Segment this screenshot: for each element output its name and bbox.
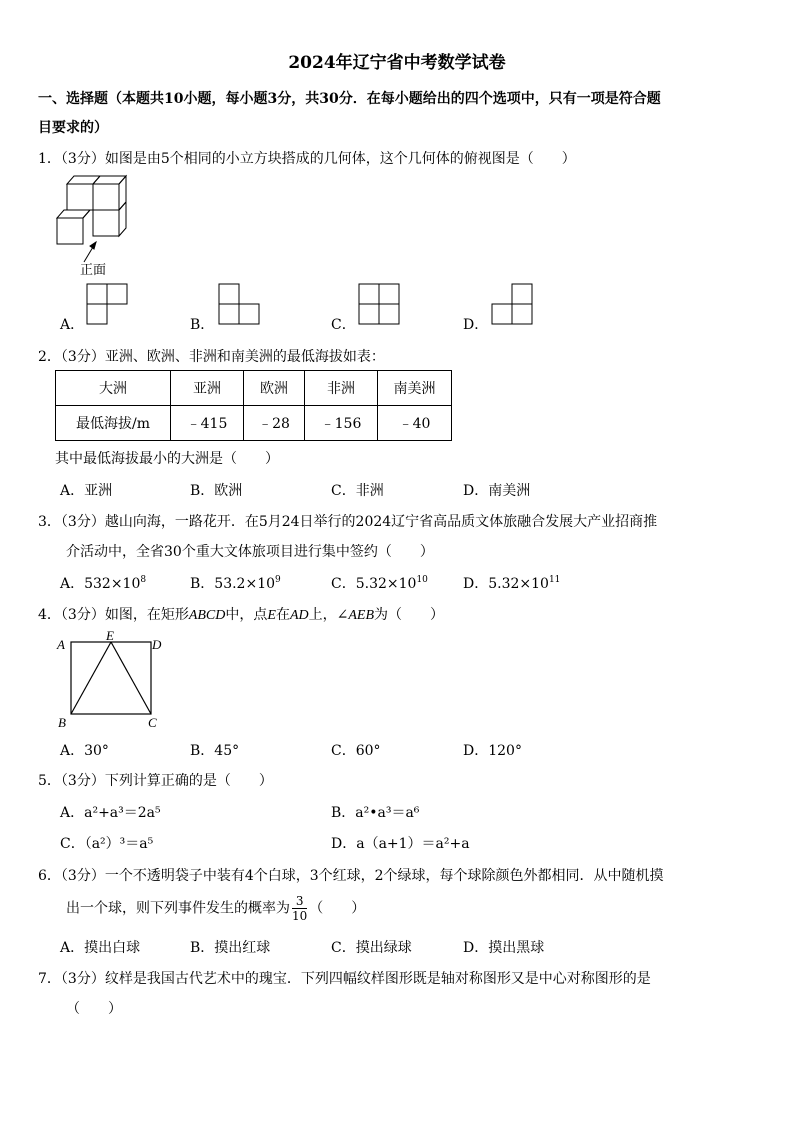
table-cell: ﹣415 [171,406,244,441]
table-header-cell: 非洲 [305,371,378,406]
table-header-row [56,371,452,406]
page-title: 2024年辽宁省中考数学试卷 [288,53,506,73]
table-cell: ﹣156 [305,406,378,441]
table-row [56,406,452,441]
q1-option-b[interactable]: B． [190,317,215,333]
q4-option-a[interactable]: A．30° [60,743,109,759]
q2-option-c[interactable]: C．非洲 [331,483,384,499]
q3-option-d[interactable]: D．$5.32\times 10^{11}$ [463,575,561,592]
q1-option-a-figure [86,283,130,327]
q1-option-c-figure [358,283,402,327]
q5-option-a[interactable]: A．a²+a³＝2a⁵ [60,805,161,821]
q4-stem: 4．（3分）如图，在矩形ABCD中，点E在AD上，∠AEB为（ ） [38,607,445,623]
q4-label-c: C [148,715,157,730]
table-row-label: 最低海拔/m [56,406,171,441]
q5-option-b[interactable]: B．a²•a³＝a⁶ [331,805,420,821]
table-header-cell: 亚洲 [171,371,244,406]
q7-stem-line2: （ ） [66,1001,122,1017]
q6-option-c[interactable]: C．摸出绿球 [331,940,412,956]
q1-cube-figure [50,170,136,280]
table-header-cell: 欧洲 [244,371,305,406]
q2-stem: 2．（3分）亚洲、欧洲、非洲和南美洲的最低海拔如表： [38,349,385,365]
q6-option-b[interactable]: B．摸出红球 [190,940,271,956]
section-heading-line1: 一、选择题（本题共10小题，每小题3分，共30分．在每小题给出的四个选项中，只有一项是符合题 [38,91,661,107]
q6-stem-line1: 6．（3分）一个不透明袋子中装有4个白球，3个红球，2个绿球，每个球除颜色外都相同．从中随机摸 [38,868,664,884]
q5-stem: 5．（3分）下列计算正确的是（ ） [38,773,273,789]
table-header-cell: 大洲 [56,371,171,406]
q3-stem-line2: 介活动中，全省30个重大文体旅项目进行集中签约（ ） [66,544,434,560]
q2-altitude-table [55,370,452,441]
q6-stem-line2: 出一个球，则下列事件发生的概率为 $\frac{3}{10}$ （ ） [66,894,366,923]
q3-option-b[interactable]: B．$53.2\times 10^9$ [190,575,281,592]
q2-option-b[interactable]: B．欧洲 [190,483,243,499]
q1-stem: 1．（3分）如图是由5个相同的小立方块搭成的几何体，这个几何体的俯视图是（ ） [38,151,576,167]
q4-option-d[interactable]: D．120° [463,743,522,759]
q4-option-c[interactable]: C．60° [331,743,381,759]
q4-label-e: E [106,628,114,643]
table-cell: ﹣28 [244,406,305,441]
table-cell: ﹣40 [378,406,452,441]
q3-option-a[interactable]: A．$532\times 10^8$ [60,575,147,592]
q4-label-a: A [57,637,65,652]
q6-option-a[interactable]: A．摸出白球 [60,940,141,956]
q2-option-a[interactable]: A．亚洲 [60,483,113,499]
q4-option-b[interactable]: B．45° [190,743,240,759]
q1-front-label: 正面 [80,262,107,277]
q3-stem-line1: 3．（3分）越山向海，一路花开．在5月24日举行的2024辽宁省高品质文体旅融合发展大产业招商推 [38,514,658,530]
q1-option-b-figure [218,283,262,327]
section-heading-line2: 目要求的） [38,120,108,136]
q6-option-d[interactable]: D．摸出黑球 [463,940,545,956]
q4-label-b: B [58,715,66,730]
q4-rectangle-figure [52,628,172,732]
q7-stem-line1: 7．（3分）纹样是我国古代艺术中的瑰宝．下列四幅纹样图形既是轴对称图形又是中心对称图形的是 [38,971,651,987]
q3-option-c[interactable]: C．$5.32\times 10^{10}$ [331,575,428,592]
q5-option-d[interactable]: D．a（a+1）＝a²+a [331,836,470,852]
table-header-cell: 南美洲 [378,371,452,406]
q2-option-d[interactable]: D．南美洲 [463,483,531,499]
q1-option-d-figure [491,283,535,327]
q1-option-c[interactable]: C． [331,317,356,333]
q5-option-c[interactable]: C．（a²）³＝a⁵ [60,836,154,852]
q4-label-d: D [152,637,162,652]
q1-option-d[interactable]: D． [463,317,489,333]
q1-option-a[interactable]: A． [60,317,85,333]
q6-fraction: $\frac{3}{10}$ [292,894,308,923]
q2-question: 其中最低海拔最小的大洲是（ ） [55,451,279,467]
